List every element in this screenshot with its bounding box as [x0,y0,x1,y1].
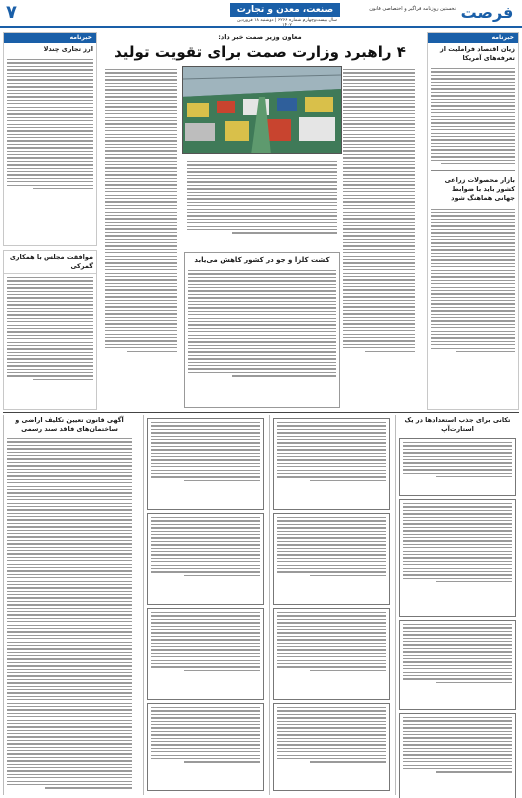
ad-col4-body [4,435,135,792]
factory-photo [182,66,342,154]
ads-column-1 [395,415,519,795]
boxed-story-body [185,267,339,380]
left-box-2 [3,250,97,410]
ad-col1-notice-1 [399,438,516,496]
ads-column-2 [269,415,393,795]
left-item2-body [4,274,96,383]
ad-col3-notice-3 [147,608,264,700]
ad-col2-notice-1 [273,418,390,510]
main-story-text-right [340,66,418,355]
main-story-area [100,32,420,410]
main-story-headline: ۴ راهبرد وزارت صمت برای تقویت تولید [114,43,406,61]
right-item2-body [428,205,518,355]
ad-col1-notice-3 [399,620,516,710]
ad-col1-notice-2 [399,499,516,617]
main-story-kicker: معاون وزیر صمت خبر داد: [218,33,302,41]
left-column-bar: خبرنامه [4,33,96,43]
ad-col2-notice-3 [273,608,390,700]
left-item1-title: ارز تجاری چندلا [43,45,93,53]
boxed-story [184,252,340,408]
ad-col4-title: آگهی قانون تعیین تکلیف اراضی و ساختمان‌های فاقد سند رسمی [15,416,124,433]
page-number: ۷ [6,2,17,23]
ads-section-rule [3,412,519,413]
left-item1-body [4,56,96,192]
ads-column-3 [143,415,267,795]
ad-col1-notice-4 [399,713,516,798]
ad-col2-notice-4 [273,703,390,791]
right-column-bar: خبرنامه [428,33,518,43]
boxed-story-title: کشت کلزا و جو در کشور کاهش می‌یابد [194,256,330,264]
right-news-column [427,32,519,410]
left-item2-title: موافقت مجلس با همکاری گمرکی [4,251,96,274]
ad-col1-title: تکانی برای جذب استعدادها در یک استارت‌آپ [404,416,511,433]
masthead [0,0,522,28]
right-item1-title: زیان اقتصاد فراملیت از تعرفه‌های آمریکا [440,45,515,62]
factory-photo-graphic [182,67,341,154]
ad-col3-notice-2 [147,513,264,605]
issue-meta: سال بیست‌وچهارم شماره ۶۲۶۶ | دوشنبه ۱۸ فروردین ۱۴۰۲ [237,18,337,28]
ad-col3-notice-1 [147,418,264,510]
right-item1-body [428,65,518,167]
main-story-text-left [102,66,180,355]
ads-column-4 [3,415,135,795]
ad-col2-notice-2 [273,513,390,605]
photo-story-text [184,158,340,237]
masthead-tagline: نخستین روزنامه فراگیر و اختصاصی قانون [369,6,456,12]
ad-col3-notice-4 [147,703,264,791]
right-item2-title: بازار محصولات زراعی کشور باید با ضوابط جهانی هماهنگ شود [444,176,515,203]
left-news-column [3,32,97,410]
left-box-1 [3,32,97,246]
newspaper-logo: فرصت [460,3,514,22]
section-title: صنعت، معدن و تجارت [230,3,340,17]
